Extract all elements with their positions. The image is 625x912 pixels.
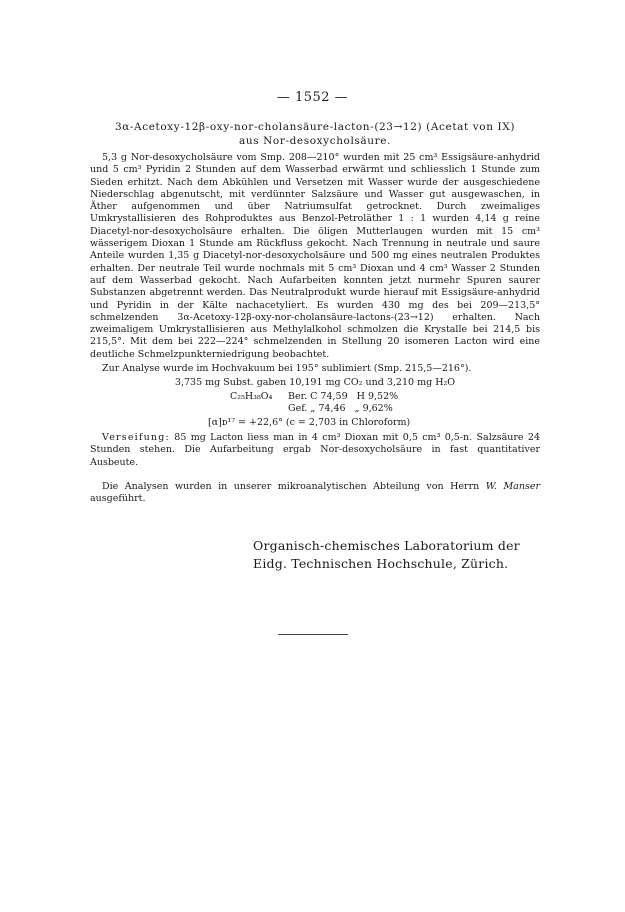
end-rule bbox=[278, 634, 348, 635]
title-line-2: aus Nor-desoxycholsäure. bbox=[238, 135, 392, 147]
body-text bbox=[90, 152, 540, 505]
saponification-lead: Verseifung: bbox=[102, 431, 170, 443]
ack-text-b: ausgeführt. bbox=[90, 493, 146, 505]
optical-rotation: [α]ᴅ¹⁷ = +22,6° (c = 2,703 in Chloroform) bbox=[208, 416, 411, 428]
paragraph-saponification bbox=[90, 432, 540, 469]
saponification-text: 85 mg Lacton liess man in 4 cm³ Dioxan mit 0,5 cm³ 0,5-n. Salzsäure 24 Stunden stehen. Die Aufarbeitung ergab Nor-desoxycholsäure in fast quantitativer Ausbeute. bbox=[90, 431, 540, 468]
analyst-name: W. Manser bbox=[485, 480, 540, 492]
lab-line-2: Eidg. Technischen Hochschule, Zürich. bbox=[253, 556, 509, 571]
analysis-results bbox=[90, 391, 540, 417]
laboratory-signature bbox=[253, 537, 543, 573]
molecular-formula: C₂₅H₃₈O₄ bbox=[230, 390, 273, 402]
found-values: Gef. „ 74,46 „ 9,62% bbox=[288, 402, 393, 414]
analysis-line: 3,735 mg Subst. gaben 10,191 mg CO₂ und 3,210 mg H₂O bbox=[174, 377, 456, 389]
section-title bbox=[90, 120, 540, 148]
ack-text-a: Die Analysen wurden in unserer mikroanalytischen Abteilung von Herrn bbox=[102, 480, 486, 492]
title-line-1: 3α-Acetoxy-12β-oxy-nor-cholansäure-lacton-(23→12) (Acetat von IX) bbox=[114, 121, 516, 133]
page-number: — 1552 — bbox=[276, 90, 349, 105]
paragraph-acknowledgement bbox=[90, 481, 540, 506]
paragraph-analysis-intro: Zur Analyse wurde im Hochvakuum bei 195° sublimiert (Smp. 215,5—216°). bbox=[102, 363, 472, 375]
paragraph-procedure: 5,3 g Nor-desoxycholsäure vom Smp. 208—210° wurden mit 25 cm³ Essigsäure-anhydrid und 5 cm³ Pyridin 2 Stunden auf dem Wasserbad erwärmt und schliesslich 1 Stunde zum Sieden erhitzt. Nach dem Abkühlen und Versetzen mit Wasser wurde der ausgeschiedene Niederschlag abgenutscht, mit verdünnter Salzsäure und Wasser gut ausgewaschen, in Äther aufgenommen und über Natriumsulfat getrocknet. Durch zweimaliges Umkrystallisieren des Rohproduktes aus Benzol-Petroläther 1 : 1 wurden 4,14 g reine Diacetyl-nor-desoxycholsäure erhalten. Die öligen Mutterlaugen wurden mit 15 cm³ wässerigem Dioxan 1 Stunde am Rückfluss gekocht. Nach Trennung in neutrale und saure Anteile wurden 1,35 g Diacetyl-nor-desoxycholsäure und 500 mg eines neutralen Produktes erhalten. Der neutrale Teil wurde nochmals mit 5 cm³ Dioxan und 4 cm³ Wasser 2 Stunden auf dem Wasserbad gekocht. Nach Aufarbeiten konnten jetzt nurmehr Spuren saurer Substanzen abgetrennt werden. Das Neutralprodukt wurde hierauf mit Essigsäure-anhydrid und Pyridin in der Kälte nachacetyliert. Es wurden 430 mg des bei 209—213,5° schmelzenden 3α-Acetoxy-12β-oxy-nor-cholansäure-lactons-(23→12) erhalten. Nach zweimaligem Umkrystallisieren aus Methylalkohol schmolzen die Krystalle bei 214,5 bis 215,5°. Mit dem bei 222—224° schmelzenden in Stellung 20 isomeren Lacton wird eine deutliche Schmelzpunkterniedrigung beobachtet. bbox=[90, 152, 540, 360]
lab-line-1: Organisch-chemisches Laboratorium der bbox=[253, 538, 520, 553]
calculated-values: Ber. C 74,59 H 9,52% bbox=[288, 390, 399, 402]
